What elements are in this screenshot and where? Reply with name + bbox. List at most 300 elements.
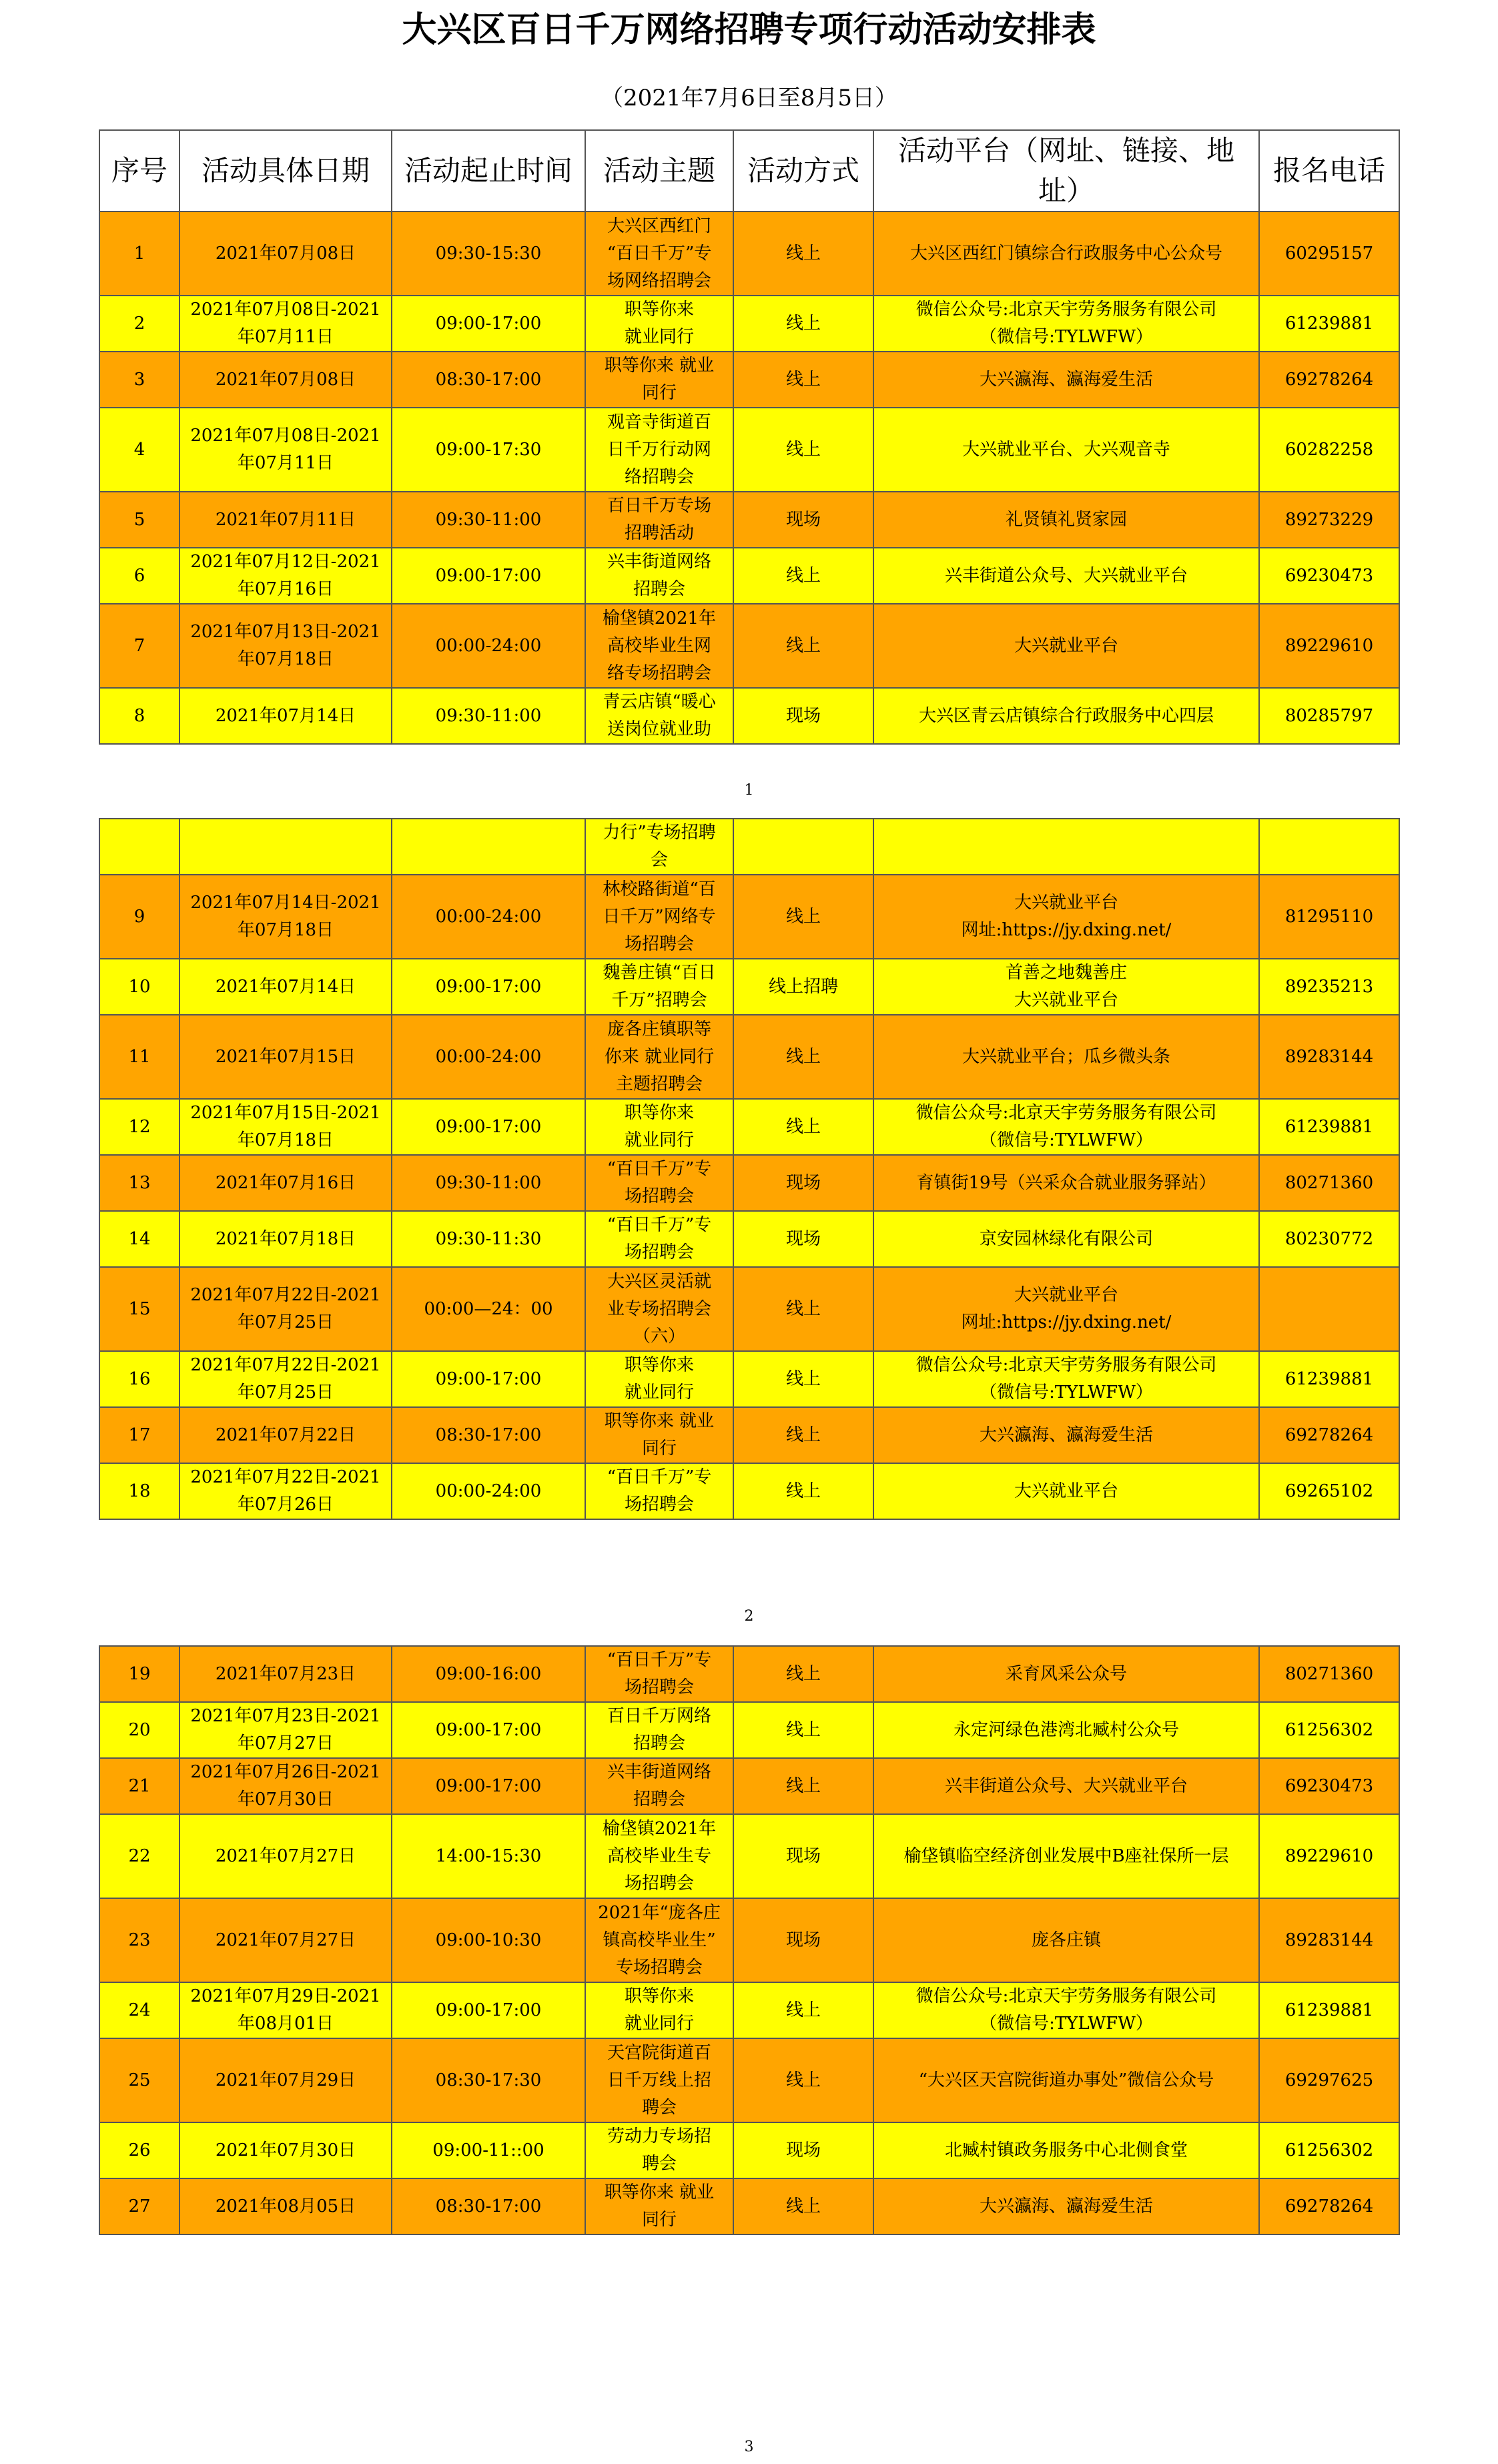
table-row — [99, 1463, 1399, 1519]
cell-no: 17 — [99, 1407, 179, 1463]
cell-no: 7 — [99, 604, 179, 688]
table-row — [99, 1407, 1399, 1463]
cell-no: 23 — [99, 1898, 179, 1982]
cell-platform — [873, 688, 1259, 744]
cell-platform — [873, 819, 1259, 875]
cell-time: 08:30-17:00 — [392, 352, 585, 408]
cell-no: 1 — [99, 212, 179, 296]
cell-platform-line: 榆垡镇临空经济创业发展中B座社保所一层 — [903, 1845, 1229, 1866]
cell-platform-line: 大兴区西红门镇综合行政服务中心公众号 — [909, 243, 1222, 264]
cell-time: 09:00-10:30 — [392, 1898, 585, 1982]
cell-time: 09:00-17:00 — [392, 296, 585, 352]
header-phone: 报名电话 — [1259, 130, 1399, 212]
cell-theme-line: 庞各庄镇职等 — [607, 1019, 711, 1040]
cell-date-line: 2021年07月14日-2021 — [190, 893, 381, 913]
cell-theme-line: 聘会 — [641, 2097, 677, 2118]
cell-platform-line: 大兴区青云店镇综合行政服务中心四层 — [918, 705, 1214, 726]
cell-mode: 线上 — [733, 2038, 873, 2122]
cell-platform — [873, 212, 1259, 296]
cell-theme — [585, 1702, 733, 1758]
cell-platform-line: 兴丰街道公众号、大兴就业平台 — [944, 565, 1188, 586]
cell-platform-line: 大兴瀛海、瀛海爱生活 — [979, 1424, 1153, 1445]
cell-platform — [873, 1099, 1259, 1155]
cell-theme-line: 2021年“庞各庄 — [598, 1902, 721, 1923]
cell-platform-line: 礼贤镇礼贤家园 — [1005, 509, 1127, 530]
table-row — [99, 688, 1399, 744]
cell-phone: 60295157 — [1259, 212, 1399, 296]
cell-no: 3 — [99, 352, 179, 408]
cell-theme-line: 魏善庄镇“百日 — [603, 963, 716, 983]
cell-theme-line: 千万”招聘会 — [611, 990, 707, 1010]
cell-platform-line: 大兴瀛海、瀛海爱生活 — [979, 2196, 1153, 2216]
cell-mode: 线上 — [733, 1099, 873, 1155]
page-title: 大兴区百日千万网络招聘专项行动活动安排表 — [402, 10, 1096, 50]
cell-date-line: 2021年07月16日 — [215, 1172, 356, 1193]
cell-date-line: 年07月18日 — [237, 920, 334, 940]
header-row — [99, 130, 1399, 212]
cell-date — [179, 959, 392, 1015]
cell-date-line: 年07月30日 — [237, 1789, 334, 1809]
table-row — [99, 1898, 1399, 1982]
cell-date-line: 2021年07月29日-2021 — [190, 1986, 381, 2006]
cell-platform-line: 大兴就业平台、大兴观音寺 — [962, 439, 1170, 460]
cell-phone: 89229610 — [1259, 604, 1399, 688]
cell-phone: 69278264 — [1259, 2178, 1399, 2234]
cell-platform-line: 大兴就业平台；瓜乡微头条 — [962, 1046, 1170, 1067]
table-row — [99, 548, 1399, 604]
cell-date-line: 2021年07月18日 — [215, 1228, 356, 1249]
cell-no: 14 — [99, 1211, 179, 1267]
cell-date — [179, 604, 392, 688]
cell-phone: 89229610 — [1259, 1814, 1399, 1898]
cell-platform — [873, 875, 1259, 959]
cell-date-line: 2021年07月30日 — [215, 2140, 356, 2160]
cell-mode: 线上 — [733, 352, 873, 408]
cell-date-line: 2021年07月27日 — [215, 1930, 356, 1950]
header-platform: 活动平台（网址、链接、地址） — [873, 130, 1259, 212]
cell-theme-line: 兴丰街道网络 — [607, 552, 711, 572]
cell-time: 09:00-17:00 — [392, 1702, 585, 1758]
cell-date — [179, 548, 392, 604]
cell-theme-line: 招聘会 — [633, 1733, 685, 1753]
cell-theme-line: 同行 — [641, 1439, 677, 1459]
cell-date — [179, 1898, 392, 1982]
cell-theme-line: 林校路街道“百 — [603, 879, 716, 899]
cell-theme-line: “百日千万”专 — [607, 1159, 712, 1179]
cell-time: 00:00-24:00 — [392, 1463, 585, 1519]
cell-platform-line: （微信号:TYLWFW） — [980, 2014, 1153, 2034]
cell-platform — [873, 2178, 1259, 2234]
table-row — [99, 1814, 1399, 1898]
cell-theme — [585, 408, 733, 492]
cell-date-line: 2021年07月14日 — [215, 705, 356, 726]
page-number-3: 3 — [744, 2439, 754, 2455]
cell-theme — [585, 959, 733, 1015]
cell-theme — [585, 2122, 733, 2178]
header-mode: 活动方式 — [733, 130, 873, 212]
cell-time: 09:00-17:00 — [392, 548, 585, 604]
cell-mode: 线上 — [733, 1407, 873, 1463]
cell-date-line: 2021年07月22日 — [215, 1424, 356, 1445]
cell-mode: 线上 — [733, 2178, 873, 2234]
cell-time: 08:30-17:00 — [392, 2178, 585, 2234]
cell-date-line: 2021年07月08日 — [215, 243, 356, 264]
table-row — [99, 1982, 1399, 2038]
cell-platform-line: “大兴区天宫院街道办事处”微信公众号 — [918, 2070, 1214, 2090]
cell-theme-line: 高校毕业生专 — [607, 1845, 711, 1866]
cell-platform-line: 大兴就业平台 — [1014, 1481, 1118, 1501]
cell-theme-line: 职等你来 就业 — [604, 356, 715, 376]
cell-no: 4 — [99, 408, 179, 492]
cell-date — [179, 1463, 392, 1519]
table-row — [99, 1702, 1399, 1758]
cell-theme — [585, 296, 733, 352]
cell-theme-line: 职等你来 — [624, 1986, 694, 2006]
cell-date — [179, 1351, 392, 1407]
cell-date-line: 2021年07月13日-2021 — [190, 622, 381, 642]
cell-no: 8 — [99, 688, 179, 744]
cell-date — [179, 1155, 392, 1211]
cell-platform-line: 育镇街19号（兴采众合就业服务驿站） — [916, 1172, 1216, 1193]
cell-date-line: 年07月25日 — [237, 1312, 334, 1332]
cell-time: 09:00-17:00 — [392, 1758, 585, 1814]
table-row — [99, 1015, 1399, 1099]
cell-theme — [585, 1814, 733, 1898]
cell-date-line: 2021年07月29日 — [215, 2070, 356, 2090]
cell-date-line: 2021年07月15日-2021 — [190, 1103, 381, 1123]
cell-phone: 61239881 — [1259, 296, 1399, 352]
cell-mode: 线上 — [733, 408, 873, 492]
cell-platform-line: 京安园林绿化有限公司 — [979, 1228, 1153, 1249]
cell-mode: 现场 — [733, 1211, 873, 1267]
cell-theme-line: 大兴区西红门 — [607, 216, 711, 236]
cell-mode: 线上 — [733, 1702, 873, 1758]
cell-phone: 61239881 — [1259, 1099, 1399, 1155]
cell-theme-line: 主题招聘会 — [615, 1074, 703, 1094]
cell-no: 13 — [99, 1155, 179, 1211]
cell-platform-line: 大兴瀛海、瀛海爱生活 — [979, 369, 1153, 390]
cell-phone: 61239881 — [1259, 1351, 1399, 1407]
cell-theme-line: 职等你来 — [624, 300, 694, 320]
cell-no: 20 — [99, 1702, 179, 1758]
cell-date-line: 年07月27日 — [237, 1733, 334, 1753]
cell-phone: 89273229 — [1259, 492, 1399, 548]
table-row — [99, 2178, 1399, 2234]
cell-time: 08:30-17:00 — [392, 1407, 585, 1463]
cell-mode: 线上 — [733, 1463, 873, 1519]
table-row — [99, 296, 1399, 352]
cell-theme-line: 同行 — [641, 383, 677, 403]
cell-mode: 现场 — [733, 492, 873, 548]
cell-time: 09:30-11:00 — [392, 688, 585, 744]
cell-time: 09:00-17:00 — [392, 1099, 585, 1155]
cell-phone: 81295110 — [1259, 875, 1399, 959]
cell-phone: 80230772 — [1259, 1211, 1399, 1267]
cell-platform-line: 微信公众号:北京天宇劳务服务有限公司 — [915, 1986, 1217, 2006]
table-row — [99, 352, 1399, 408]
cell-theme-line: 场招聘会 — [624, 1495, 694, 1515]
cell-mode: 现场 — [733, 1814, 873, 1898]
cell-platform-line: 首善之地魏善庄 — [1005, 963, 1127, 983]
cell-mode: 线上 — [733, 1646, 873, 1702]
cell-phone: 80271360 — [1259, 1646, 1399, 1702]
cell-theme-line: 大兴区灵活就 — [607, 1271, 711, 1292]
cell-mode: 线上 — [733, 1982, 873, 2038]
cell-date-line: 年07月18日 — [237, 1130, 334, 1150]
cell-date-line: 2021年07月27日 — [215, 1845, 356, 1866]
cell-date-line: 年08月01日 — [237, 2014, 334, 2034]
cell-theme-line: 业专场招聘会 — [607, 1298, 711, 1319]
cell-date-line: 2021年07月08日-2021 — [190, 300, 381, 320]
cell-no: 21 — [99, 1758, 179, 1814]
cell-theme — [585, 1758, 733, 1814]
cell-time: 00:00-24:00 — [392, 604, 585, 688]
cell-no: 16 — [99, 1351, 179, 1407]
cell-theme-line: 就业同行 — [624, 1130, 694, 1150]
cell-theme-line: 天宫院街道百 — [607, 2042, 711, 2063]
cell-theme-line: 场招聘会 — [624, 933, 694, 954]
cell-date — [179, 819, 392, 875]
cell-platform — [873, 1463, 1259, 1519]
cell-time: 09:30-11:30 — [392, 1211, 585, 1267]
cell-no: 2 — [99, 296, 179, 352]
table-row — [99, 212, 1399, 296]
cell-platform-line: （微信号:TYLWFW） — [980, 327, 1153, 347]
cell-theme-line: 职等你来 — [624, 1103, 694, 1123]
table-row — [99, 2122, 1399, 2178]
cell-time: 08:30-17:30 — [392, 2038, 585, 2122]
cell-date — [179, 1646, 392, 1702]
cell-platform — [873, 1646, 1259, 1702]
cell-platform — [873, 1758, 1259, 1814]
cell-platform-line: 网址:https://jy.dxing.net/ — [961, 920, 1172, 940]
cell-theme-line: 就业同行 — [624, 327, 694, 347]
cell-date — [179, 212, 392, 296]
cell-mode: 线上 — [733, 212, 873, 296]
cell-phone — [1259, 819, 1399, 875]
cell-theme-line: 百日千万专场 — [607, 496, 711, 516]
cell-date — [179, 408, 392, 492]
cell-date-line: 年07月11日 — [237, 327, 334, 347]
cell-platform — [873, 548, 1259, 604]
cell-no: 18 — [99, 1463, 179, 1519]
cell-phone: 61256302 — [1259, 1702, 1399, 1758]
cell-theme-line: 榆垡镇2021年 — [602, 1818, 717, 1839]
header-time: 活动起止时间 — [392, 130, 585, 212]
cell-platform — [873, 1898, 1259, 1982]
cell-date — [179, 1982, 392, 2038]
cell-date-line: 2021年07月08日-2021 — [190, 426, 381, 446]
cell-theme-line: 劳动力专场招 — [607, 2126, 711, 2146]
schedule-table-page-1 — [99, 129, 1400, 745]
table-row — [99, 2038, 1399, 2122]
table-row — [99, 1211, 1399, 1267]
cell-date-line: 2021年07月12日-2021 — [190, 552, 381, 572]
cell-time: 09:30-15:30 — [392, 212, 585, 296]
cell-theme — [585, 1646, 733, 1702]
cell-theme — [585, 2038, 733, 2122]
cell-phone: 89235213 — [1259, 959, 1399, 1015]
cell-platform-line: 兴丰街道公众号、大兴就业平台 — [944, 1775, 1188, 1796]
cell-theme-line: 镇高校毕业生” — [603, 1930, 716, 1950]
cell-theme-line: 职等你来 就业 — [604, 2182, 715, 2202]
cell-platform-line: （微信号:TYLWFW） — [980, 1382, 1153, 1402]
cell-theme — [585, 1898, 733, 1982]
cell-date — [179, 352, 392, 408]
cell-mode: 现场 — [733, 2122, 873, 2178]
cell-theme — [585, 1015, 733, 1099]
cell-phone: 80271360 — [1259, 1155, 1399, 1211]
cell-platform — [873, 1351, 1259, 1407]
table-row — [99, 959, 1399, 1015]
cell-theme — [585, 1155, 733, 1211]
cell-time: 00:00-24:00 — [392, 875, 585, 959]
cell-date-line: 年07月25日 — [237, 1382, 334, 1402]
cell-no: 19 — [99, 1646, 179, 1702]
page-number-1: 1 — [744, 782, 754, 799]
cell-theme-line: 络专场招聘会 — [607, 663, 711, 683]
cell-mode: 线上 — [733, 875, 873, 959]
cell-no: 9 — [99, 875, 179, 959]
cell-theme-line: 力行”专场招聘 — [603, 823, 716, 843]
cell-phone: 69230473 — [1259, 548, 1399, 604]
cell-date-line: 2021年07月15日 — [215, 1046, 356, 1067]
cell-theme — [585, 1351, 733, 1407]
table-row — [99, 1646, 1399, 1702]
cell-phone: 61256302 — [1259, 2122, 1399, 2178]
cell-theme — [585, 2178, 733, 2234]
cell-theme-line: 你来 就业同行 — [604, 1046, 715, 1067]
cell-date — [179, 1758, 392, 1814]
cell-platform-line: 采育风采公众号 — [1005, 1663, 1127, 1684]
table-row — [99, 1155, 1399, 1211]
cell-phone: 60282258 — [1259, 408, 1399, 492]
cell-theme-line: 场招聘会 — [624, 1186, 694, 1206]
cell-theme-line: 送岗位就业助 — [607, 719, 711, 739]
cell-platform-line: 庞各庄镇 — [1031, 1930, 1101, 1950]
cell-platform — [873, 1211, 1259, 1267]
cell-theme — [585, 688, 733, 744]
cell-date — [179, 2178, 392, 2234]
cell-platform — [873, 1015, 1259, 1099]
cell-platform — [873, 2122, 1259, 2178]
cell-date — [179, 1211, 392, 1267]
cell-date-line: 2021年07月23日-2021 — [190, 1706, 381, 1726]
cell-date — [179, 1814, 392, 1898]
cell-platform — [873, 1982, 1259, 2038]
cell-no: 22 — [99, 1814, 179, 1898]
cell-no: 26 — [99, 2122, 179, 2178]
header-no: 序号 — [99, 130, 179, 212]
cell-time — [392, 819, 585, 875]
cell-date-line: 2021年07月26日-2021 — [190, 1762, 381, 1782]
cell-theme — [585, 875, 733, 959]
cell-theme-line: 同行 — [641, 2210, 677, 2230]
cell-mode — [733, 819, 873, 875]
cell-platform-line: 微信公众号:北京天宇劳务服务有限公司 — [915, 1355, 1217, 1375]
cell-theme — [585, 352, 733, 408]
cell-phone: 80285797 — [1259, 688, 1399, 744]
schedule-table-page-2 — [99, 818, 1400, 1520]
cell-date-line: 2021年08月05日 — [215, 2196, 356, 2216]
cell-theme-line: 招聘会 — [633, 579, 685, 599]
cell-theme-line: 日千万”网络专 — [603, 906, 716, 927]
cell-date — [179, 1407, 392, 1463]
table-row — [99, 819, 1399, 875]
cell-no: 25 — [99, 2038, 179, 2122]
cell-no: 24 — [99, 1982, 179, 2038]
cell-mode: 线上 — [733, 1351, 873, 1407]
cell-date-line: 年07月16日 — [237, 579, 334, 599]
cell-theme-line: （六） — [633, 1326, 685, 1346]
cell-date — [179, 1702, 392, 1758]
cell-platform — [873, 1702, 1259, 1758]
cell-no: 15 — [99, 1267, 179, 1351]
cell-theme-line: “百日千万”专 — [607, 1467, 712, 1487]
cell-date — [179, 492, 392, 548]
cell-platform — [873, 959, 1259, 1015]
cell-no: 12 — [99, 1099, 179, 1155]
cell-theme-line: 日千万线上招 — [607, 2070, 711, 2090]
table-row — [99, 408, 1399, 492]
cell-phone — [1259, 1267, 1399, 1351]
cell-date-line: 2021年07月22日-2021 — [190, 1285, 381, 1305]
cell-date — [179, 1267, 392, 1351]
page-number-2: 2 — [744, 1608, 754, 1625]
cell-theme-line: 高校毕业生网 — [607, 635, 711, 656]
cell-no — [99, 819, 179, 875]
cell-time: 09:00-17:30 — [392, 408, 585, 492]
cell-theme-line: 百日千万网络 — [607, 1706, 711, 1726]
cell-platform-line: 微信公众号:北京天宇劳务服务有限公司 — [915, 1103, 1217, 1123]
cell-platform-line: 大兴就业平台 — [1014, 635, 1118, 656]
cell-theme — [585, 1407, 733, 1463]
cell-date — [179, 875, 392, 959]
cell-platform — [873, 408, 1259, 492]
cell-platform-line: （微信号:TYLWFW） — [980, 1130, 1153, 1150]
cell-theme — [585, 1267, 733, 1351]
cell-theme — [585, 1099, 733, 1155]
cell-no: 6 — [99, 548, 179, 604]
cell-mode: 线上 — [733, 1267, 873, 1351]
cell-date-line: 年07月18日 — [237, 649, 334, 669]
cell-time: 14:00-15:30 — [392, 1814, 585, 1898]
cell-theme-line: 招聘活动 — [624, 523, 694, 543]
cell-theme-line: “百日千万”专 — [607, 1650, 712, 1670]
cell-platform-line: 大兴就业平台 — [1014, 990, 1118, 1010]
cell-no: 5 — [99, 492, 179, 548]
cell-time: 09:00-17:00 — [392, 1982, 585, 2038]
cell-phone: 69265102 — [1259, 1463, 1399, 1519]
cell-phone: 61239881 — [1259, 1982, 1399, 2038]
cell-theme-line: 榆垡镇2021年 — [602, 608, 717, 629]
cell-mode: 线上 — [733, 1015, 873, 1099]
cell-theme-line: 场招聘会 — [624, 1242, 694, 1262]
cell-theme — [585, 492, 733, 548]
cell-theme — [585, 1463, 733, 1519]
cell-theme-line: 青云店镇“暖心 — [603, 692, 716, 712]
cell-mode: 线上 — [733, 548, 873, 604]
cell-date-line: 2021年07月22日-2021 — [190, 1355, 381, 1375]
cell-theme-line: 观音寺街道百 — [607, 412, 711, 432]
cell-phone: 89283144 — [1259, 1898, 1399, 1982]
cell-theme-line: 兴丰街道网络 — [607, 1762, 711, 1782]
cell-platform-line: 大兴就业平台 — [1014, 893, 1118, 913]
cell-date-line: 2021年07月22日-2021 — [190, 1467, 381, 1487]
cell-theme — [585, 1211, 733, 1267]
cell-theme — [585, 604, 733, 688]
cell-theme-line: “百日千万”专 — [607, 243, 712, 264]
